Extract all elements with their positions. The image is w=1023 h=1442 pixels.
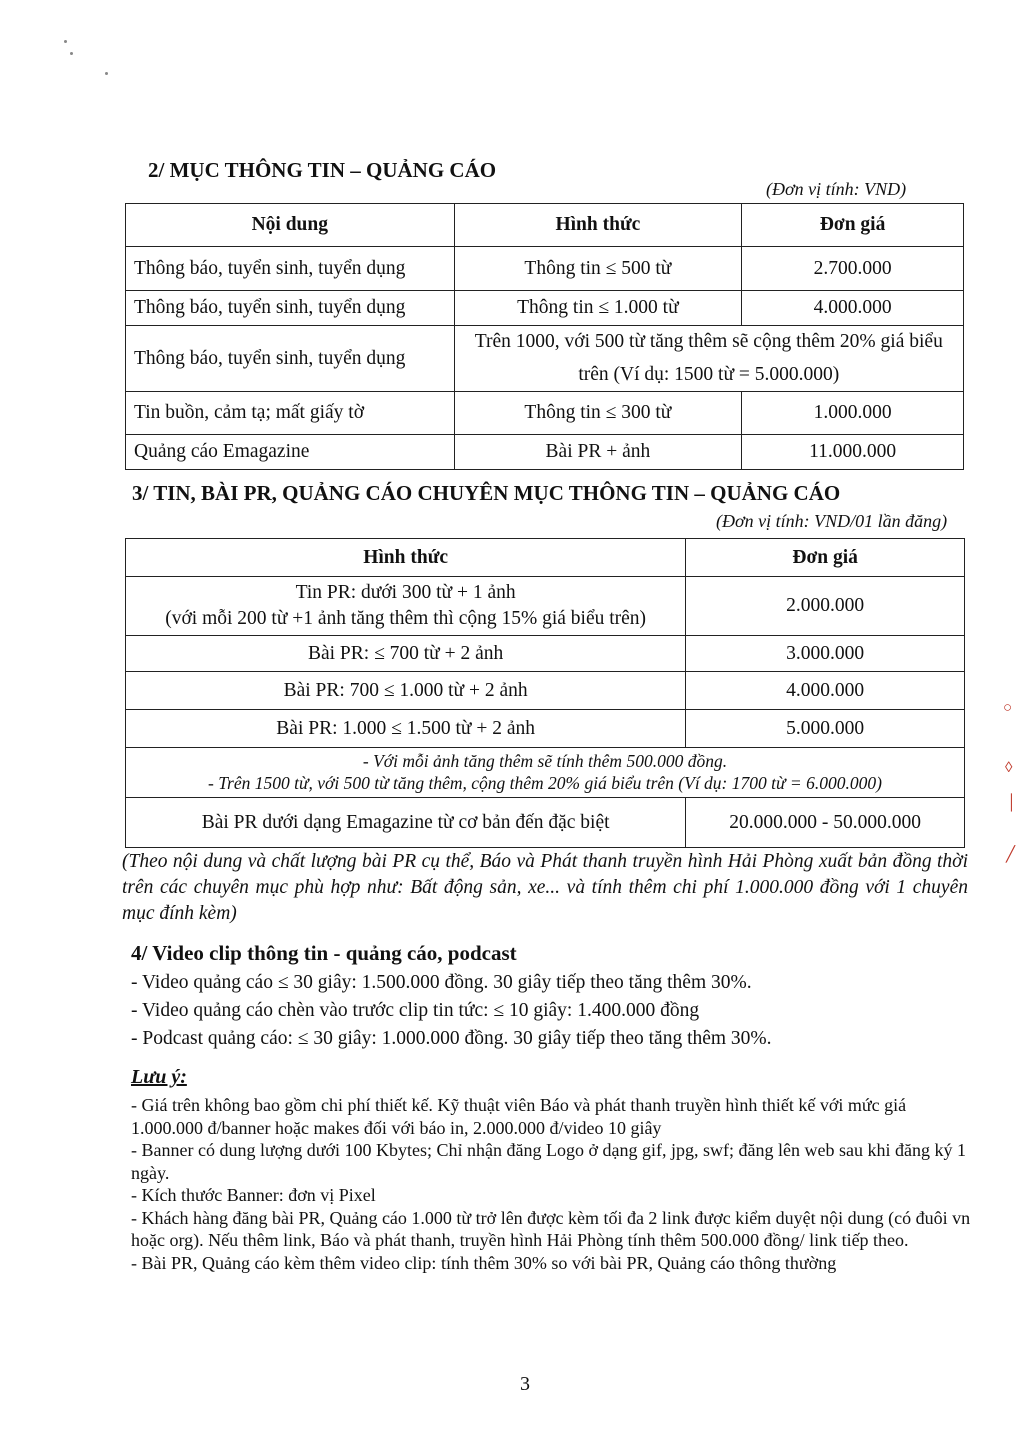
note-line2: - Trên 1500 từ, với 500 từ tăng thêm, cộng thêm 20% giá biểu trên (Ví dụ: 1700 từ = 6.000.000) <box>208 772 882 793</box>
cell-content: Tin buồn, cảm tạ; mất giấy tờ <box>126 392 455 435</box>
stamp-mark: ◊ <box>1005 760 1013 776</box>
tin-pr-line1: Tin PR: dưới 300 từ + 1 ảnh <box>295 581 516 603</box>
cell-form: Bài PR: 1.000 ≤ 1.500 từ + 2 ảnh <box>126 710 686 748</box>
col-header-form: Hình thức <box>454 204 742 247</box>
col-header-price: Đơn giá <box>686 539 965 577</box>
stamp-mark: ○ <box>1003 700 1013 716</box>
cell-price: 4.000.000 <box>686 672 965 710</box>
cell-content: Thông báo, tuyển sinh, tuyển dụng <box>126 247 455 291</box>
cell-price: 2.000.000 <box>686 577 965 636</box>
col-header-price: Đơn giá <box>742 204 964 247</box>
cell-price: 4.000.000 <box>742 291 964 326</box>
list-item: - Podcast quảng cáo: ≤ 30 giây: 1.000.000 đồng. 30 giây tiếp theo tăng thêm 30%. <box>131 1028 772 1049</box>
cell-form: Thông tin ≤ 300 từ <box>454 392 742 435</box>
cell-notes <box>126 748 965 798</box>
table-row <box>126 710 965 748</box>
scan-speck <box>105 72 108 75</box>
stamp-mark: │ <box>1006 795 1017 811</box>
section4-title: 4/ Video clip thông tin - quảng cáo, podcast <box>131 941 517 965</box>
cell-form: Thông tin ≤ 500 từ <box>454 247 742 291</box>
table-row <box>126 326 964 392</box>
list-item: - Video quảng cáo chèn vào trước clip tin tức: ≤ 10 giây: 1.400.000 đồng <box>131 1000 700 1021</box>
list-item: - Kích thước Banner: đơn vị Pixel <box>131 1185 376 1205</box>
table-row <box>126 392 964 435</box>
list-item: - Bài PR, Quảng cáo kèm thêm video clip: tính thêm 30% so với bài PR, Quảng cáo thông thường <box>131 1252 837 1273</box>
notes-list <box>131 1094 973 1274</box>
table-row <box>126 435 964 470</box>
col-header-content: Nội dung <box>126 204 455 247</box>
cell-content: Quảng cáo Emagazine <box>126 435 455 470</box>
cell-price: 2.700.000 <box>742 247 964 291</box>
table-row <box>126 291 964 326</box>
page-number: 3 <box>520 1373 530 1395</box>
cell-price: 20.000.000 - 50.000.000 <box>686 798 965 848</box>
table-row <box>126 247 964 291</box>
section2-title: 2/ MỤC THÔNG TIN – QUẢNG CÁO <box>148 158 497 182</box>
table-row <box>126 798 965 848</box>
cell-price: 5.000.000 <box>686 710 965 748</box>
list-item: - Banner có dung lượng dưới 100 Kbytes; Chỉ nhận đăng Logo ở dạng gif, jpg, swf; đăng lên web sau khi đăng ký 1 ngày. <box>131 1140 966 1183</box>
cell-form: Bài PR: ≤ 700 từ + 2 ảnh <box>126 636 686 672</box>
cell-form: Bài PR dưới dạng Emagazine từ cơ bản đến đặc biệt <box>126 798 686 848</box>
cell-content: Thông báo, tuyển sinh, tuyển dụng <box>126 326 455 392</box>
table-row <box>126 636 965 672</box>
cell-form: Bài PR + ảnh <box>454 435 742 470</box>
section3-paragraph: (Theo nội dung và chất lượng bài PR cụ thể, Báo và Phát thanh truyền hình Hải Phòng xuất bản đồng thời trên các chuyên mục phù hợp như: Bất động sản, xe... và tính thêm chi phí 1.000.000 đồng với 1 chuyên mục đính kèm) <box>122 851 968 924</box>
table-row <box>126 748 965 798</box>
list-item: - Video quảng cáo ≤ 30 giây: 1.500.000 đồng. 30 giây tiếp theo tăng thêm 30%. <box>131 972 752 993</box>
list-item: - Khách hàng đăng bài PR, Quảng cáo 1.000 từ trở lên được kèm tối đa 2 link được kiểm duyệt nội dung (có đuôi vn hoặc org). Nếu thêm link, Báo và phát thanh, truyền hình Hải Phòng tính thêm 500.000 đồng/ link tiếp theo. <box>131 1207 971 1250</box>
cell-price: 11.000.000 <box>742 435 964 470</box>
cell-price: 1.000.000 <box>742 392 964 435</box>
tin-pr-line2: (với mỗi 200 từ +1 ảnh tăng thêm thì cộng 15% giá biểu trên) <box>165 608 647 629</box>
cell-price: 3.000.000 <box>686 636 965 672</box>
notes-title: Lưu ý: <box>131 1066 187 1088</box>
table-row <box>126 577 965 636</box>
section3-title: 3/ TIN, BÀI PR, QUẢNG CÁO CHUYÊN MỤC THÔNG TIN – QUẢNG CÁO <box>132 481 841 505</box>
cell-content: Thông báo, tuyển sinh, tuyển dụng <box>126 291 455 326</box>
section3-table <box>125 538 965 848</box>
cell-form: Thông tin ≤ 1.000 từ <box>454 291 742 326</box>
table-row <box>126 672 965 710</box>
list-item: - Giá trên không bao gồm chi phí thiết kế. Kỹ thuật viên Báo và phát thanh truyền hình thiết kế với mức giá 1.000.000 đ/banner hoặc makes đối với báo in, 2.000.000 đ/video 10 giây <box>131 1095 907 1138</box>
cell-form <box>126 577 686 636</box>
stamp-mark: ╱ <box>1006 847 1016 863</box>
col-header-form: Hình thức <box>126 539 686 577</box>
scan-speck <box>70 52 73 55</box>
cell-form: Bài PR: 700 ≤ 1.000 từ + 2 ảnh <box>126 672 686 710</box>
cell-form: Trên 1000, với 500 từ tăng thêm sẽ cộng thêm 20% giá biểu trên (Ví dụ: 1500 từ = 5.000.000) <box>454 326 963 392</box>
section4-list <box>131 969 971 1053</box>
note-line1: - Với mỗi ảnh tăng thêm sẽ tính thêm 500.000 đồng. <box>362 750 728 771</box>
scan-speck <box>64 40 67 43</box>
section2-unit: (Đơn vị tính: VND) <box>766 179 907 199</box>
section3-unit: (Đơn vị tính: VND/01 lần đăng) <box>716 511 948 531</box>
section2-table <box>125 203 964 470</box>
